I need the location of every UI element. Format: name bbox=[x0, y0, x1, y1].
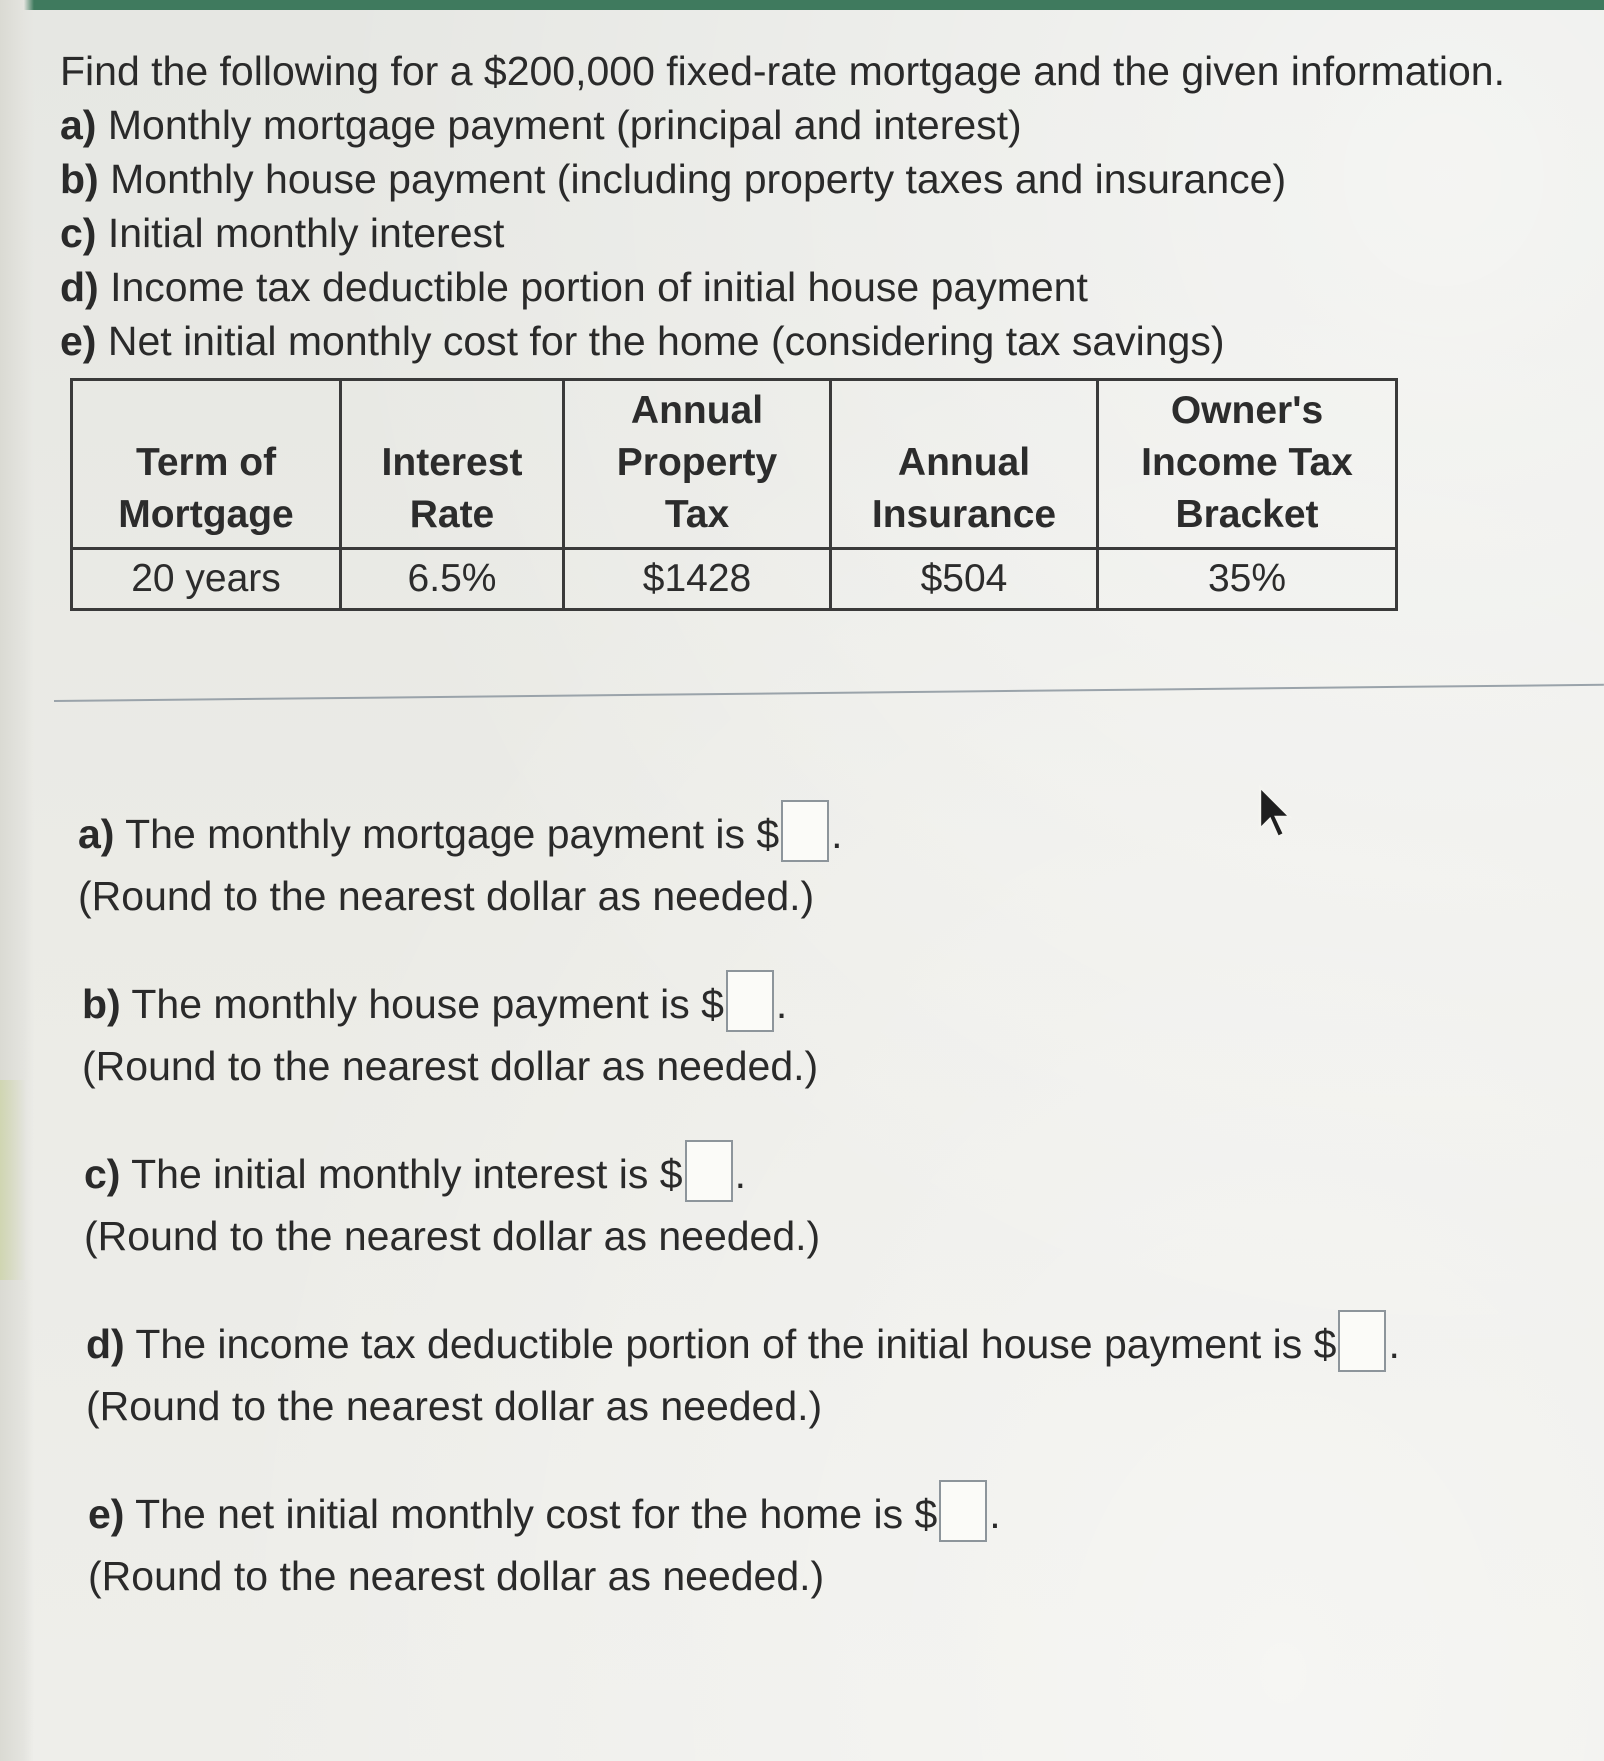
item-text: Net initial monthly cost for the home (considering tax savings) bbox=[107, 318, 1225, 364]
answer-period: . bbox=[989, 1491, 1001, 1537]
answer-letter: b) bbox=[82, 981, 121, 1027]
net-monthly-cost-input[interactable] bbox=[939, 1480, 987, 1542]
initial-monthly-interest-input[interactable] bbox=[685, 1140, 733, 1202]
header-line: Annual bbox=[897, 441, 1031, 484]
rounding-note: (Round to the nearest dollar as needed.) bbox=[78, 873, 815, 919]
question-item-d bbox=[60, 260, 1580, 314]
top-strip bbox=[0, 0, 1604, 10]
item-text: Monthly house payment (including property taxes and insurance) bbox=[110, 156, 1287, 202]
cell-property-tax: $1428 bbox=[564, 549, 831, 610]
mouse-pointer-icon bbox=[1258, 785, 1298, 841]
header-line: Owner's bbox=[1170, 389, 1324, 432]
monthly-mortgage-payment-input[interactable] bbox=[781, 800, 829, 862]
header-line: Annual bbox=[630, 389, 764, 432]
cell-interest-rate: 6.5% bbox=[341, 549, 564, 610]
answer-letter: c) bbox=[84, 1151, 121, 1197]
header-income-tax-bracket bbox=[1098, 380, 1397, 549]
answer-a bbox=[78, 800, 1578, 927]
answer-b bbox=[82, 970, 1582, 1097]
header-term-of-mortgage bbox=[72, 380, 341, 549]
header-line: Interest bbox=[381, 441, 523, 484]
answer-text: The net initial monthly cost for the home is $ bbox=[135, 1491, 938, 1537]
cell-tax-bracket: 35% bbox=[1098, 549, 1397, 610]
header-annual-insurance bbox=[831, 380, 1098, 549]
item-letter: e) bbox=[60, 318, 97, 364]
header-line: Rate bbox=[409, 493, 495, 536]
item-letter: d) bbox=[60, 264, 99, 310]
table-row bbox=[72, 549, 1397, 610]
question-item-c bbox=[60, 206, 1580, 260]
header-line: Tax bbox=[664, 493, 730, 536]
tax-deductible-portion-input[interactable] bbox=[1338, 1310, 1386, 1372]
left-edge bbox=[0, 0, 34, 1761]
monthly-house-payment-input[interactable] bbox=[726, 970, 774, 1032]
answer-text: The initial monthly interest is $ bbox=[131, 1151, 683, 1197]
item-text: Income tax deductible portion of initial house payment bbox=[110, 264, 1088, 310]
answer-prompt bbox=[86, 1310, 1586, 1375]
item-letter: c) bbox=[60, 210, 97, 256]
answer-d bbox=[86, 1310, 1586, 1437]
answer-prompt bbox=[88, 1480, 1588, 1545]
answer-text: The income tax deductible portion of the initial house payment is $ bbox=[135, 1321, 1337, 1367]
answer-prompt bbox=[84, 1140, 1584, 1205]
question-item-b bbox=[60, 152, 1580, 206]
cell-insurance: $504 bbox=[831, 549, 1098, 610]
answer-period: . bbox=[831, 811, 843, 857]
answer-prompt bbox=[82, 970, 1582, 1035]
table-header-row bbox=[72, 380, 1397, 549]
item-letter: a) bbox=[60, 102, 97, 148]
rounding-note: (Round to the nearest dollar as needed.) bbox=[82, 1043, 819, 1089]
answer-prompt bbox=[78, 800, 1578, 865]
section-divider bbox=[54, 684, 1604, 702]
answer-letter: a) bbox=[78, 811, 115, 857]
answer-period: . bbox=[1388, 1321, 1400, 1367]
answer-text: The monthly mortgage payment is $ bbox=[125, 811, 780, 857]
item-text: Initial monthly interest bbox=[107, 210, 505, 256]
question-intro: Find the following for a $200,000 fixed-rate mortgage and the given information. bbox=[60, 48, 1505, 94]
answer-e bbox=[88, 1480, 1588, 1607]
header-line: Income Tax bbox=[1141, 441, 1353, 484]
header-line: Bracket bbox=[1175, 493, 1319, 536]
answer-text: The monthly house payment is $ bbox=[131, 981, 724, 1027]
rounding-note: (Round to the nearest dollar as needed.) bbox=[86, 1383, 823, 1429]
question-item-e bbox=[60, 314, 1580, 368]
mortgage-data-table bbox=[70, 378, 1398, 611]
header-line: Property bbox=[616, 441, 778, 484]
answer-period: . bbox=[734, 1151, 746, 1197]
answer-c bbox=[84, 1140, 1584, 1267]
header-interest-rate bbox=[341, 380, 564, 549]
question-prompt bbox=[60, 44, 1580, 368]
answer-letter: e) bbox=[88, 1491, 125, 1537]
header-line: Insurance bbox=[871, 493, 1057, 536]
header-line: Mortgage bbox=[118, 493, 294, 536]
rounding-note: (Round to the nearest dollar as needed.) bbox=[84, 1213, 821, 1259]
header-line: Term of bbox=[135, 441, 277, 484]
question-item-a bbox=[60, 98, 1580, 152]
answer-period: . bbox=[775, 981, 788, 1027]
answer-letter: d) bbox=[86, 1321, 125, 1367]
header-annual-property-tax bbox=[564, 380, 831, 549]
item-text: Monthly mortgage payment (principal and interest) bbox=[107, 102, 1022, 148]
item-letter: b) bbox=[60, 156, 99, 202]
cell-term: 20 years bbox=[72, 549, 341, 610]
rounding-note: (Round to the nearest dollar as needed.) bbox=[88, 1553, 825, 1599]
